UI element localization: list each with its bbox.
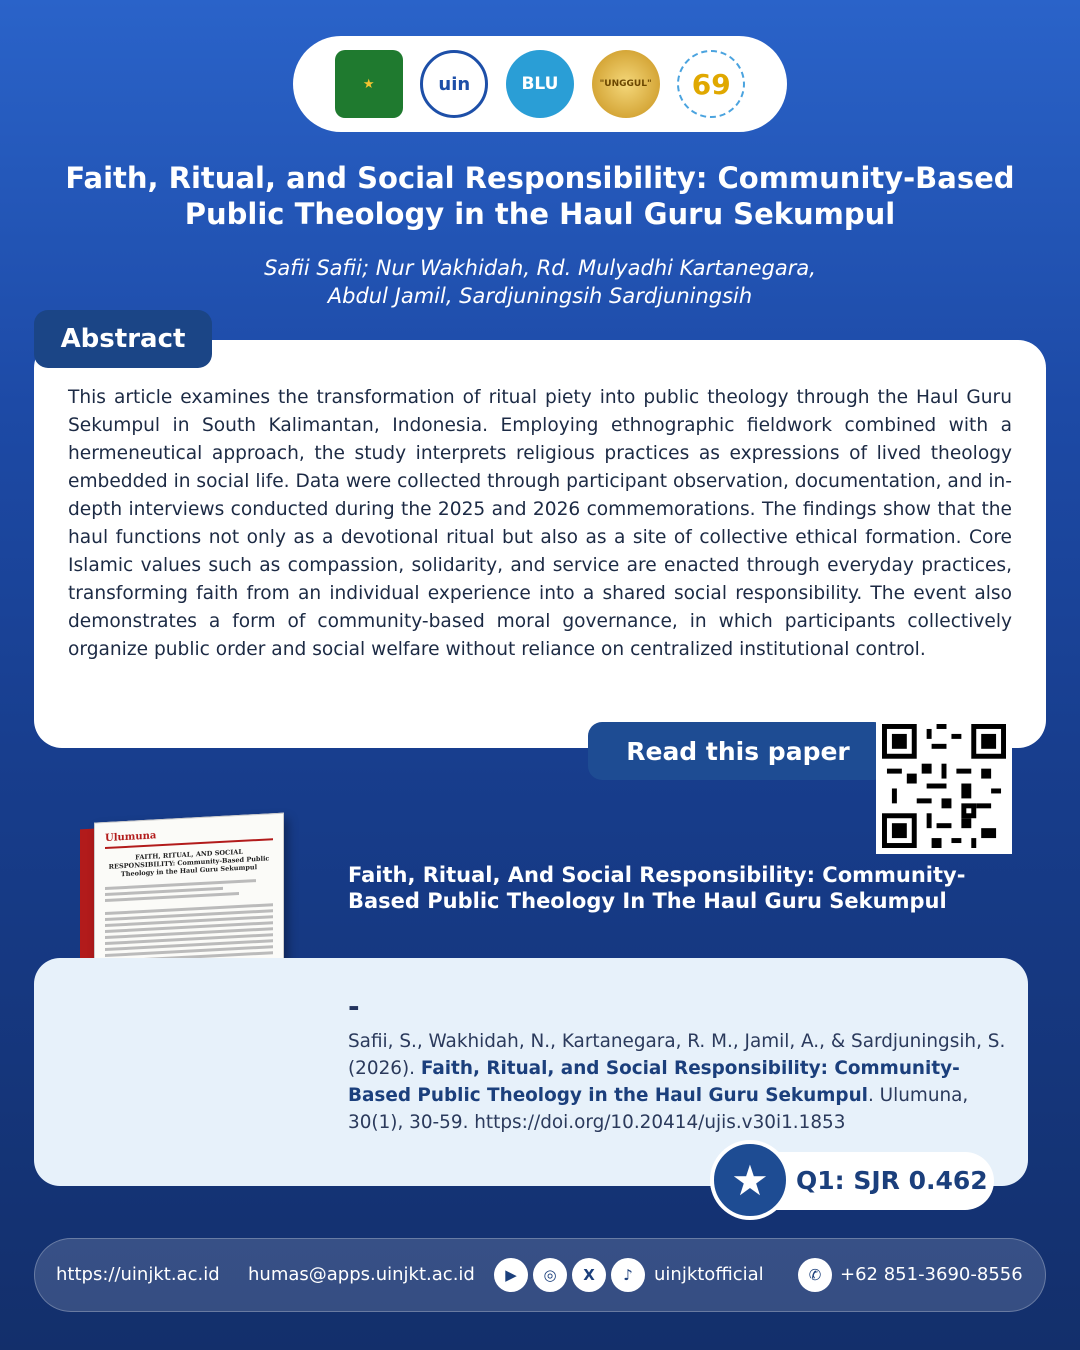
x-icon[interactable]: X xyxy=(572,1258,606,1292)
citation-title: Faith, Ritual, and Social Responsibility: Community-Based Public Theology in the Haul Guru Sekumpul xyxy=(348,1058,960,1106)
journal-name: Ulumuna xyxy=(105,830,157,845)
email-link[interactable]: humas@apps.uinjkt.ac.id xyxy=(248,1264,475,1285)
qr-code-icon xyxy=(882,724,1006,848)
paper-preview-title: FAITH, RITUAL, AND SOCIAL RESPONSIBILITY: Community-Based Public Theology in the Haul Guru Sekumpul xyxy=(108,847,270,879)
tiktok-icon[interactable]: ♪ xyxy=(611,1258,645,1292)
qr-code[interactable] xyxy=(876,718,1012,854)
phone-number[interactable]: +62 851-3690-8556 xyxy=(840,1264,1023,1285)
website-link[interactable]: https://uinjkt.ac.id xyxy=(56,1264,220,1285)
rank-badge-text: Q1: SJR 0.462 xyxy=(796,1166,988,1195)
logo-bar xyxy=(293,36,787,132)
unggul-badge: "UNGGUL" xyxy=(592,50,660,118)
youtube-icon[interactable]: ▶ xyxy=(494,1258,528,1292)
blu-speed-logo: BLU xyxy=(506,50,574,118)
citation-dash: - xyxy=(348,990,360,1023)
social-handle[interactable]: uinjktofficial xyxy=(654,1264,764,1285)
abstract-heading: Abstract xyxy=(34,310,212,368)
star-icon: ★ xyxy=(710,1140,790,1220)
citation-text xyxy=(348,1028,1008,1136)
abstract-card xyxy=(34,340,1046,748)
instagram-icon[interactable]: ◎ xyxy=(533,1258,567,1292)
citation-authors: Safii, S., Wakhidah, N., Kartanegara, R. M., Jamil, A., & Sardjuningsih, S. (2026). xyxy=(348,1031,1006,1079)
abstract-text: This article examines the transformation of ritual piety into public theology through the Haul Guru Sekumpul in South Kalimantan, Indonesia. Employing ethnographic fieldwork combined with a hermeneutical approach, the study interprets religious practices as expressions of lived theology embedded in social life. Data were collected through participant observation, documentation, and in-depth interviews conducted during the 2025 and 2026 commemorations. The findings show that the haul functions not only as a devotional ritual but also as a site of collective ethical formation. Core Islamic values such as compassion, solidarity, and service are enacted through everyday practices, transforming faith from an individual experience into a shared social responsibility. The event also demonstrates a form of community-based moral governance, in which participants collectively organize public order and social welfare without reliance on centralized institutional control. xyxy=(68,387,1012,660)
read-paper-button[interactable]: Read this paper xyxy=(588,722,888,780)
kemenag-logo: ★ xyxy=(335,50,403,118)
page-title: Faith, Ritual, and Social Responsibility: Community-Based Public Theology in the Haul Guru Sekumpul xyxy=(65,161,1015,231)
uin-logo: uin xyxy=(420,50,488,118)
authors: Safii Safii; Nur Wakhidah, Rd. Mulyadhi Kartanegara, Abdul Jamil, Sardjuningsih Sardjuningsih xyxy=(264,256,816,308)
article-title: Faith, Ritual, And Social Responsibility: Community-Based Public Theology In The Haul Guru Sekumpul xyxy=(348,863,966,913)
anniversary-69-logo: 69 xyxy=(677,50,745,118)
whatsapp-icon[interactable]: ✆ xyxy=(798,1258,832,1292)
citation-source[interactable]: . Ulumuna, 30(1), 30-59. https://doi.org/10.20414/ujis.v30i1.1853 xyxy=(348,1085,969,1133)
